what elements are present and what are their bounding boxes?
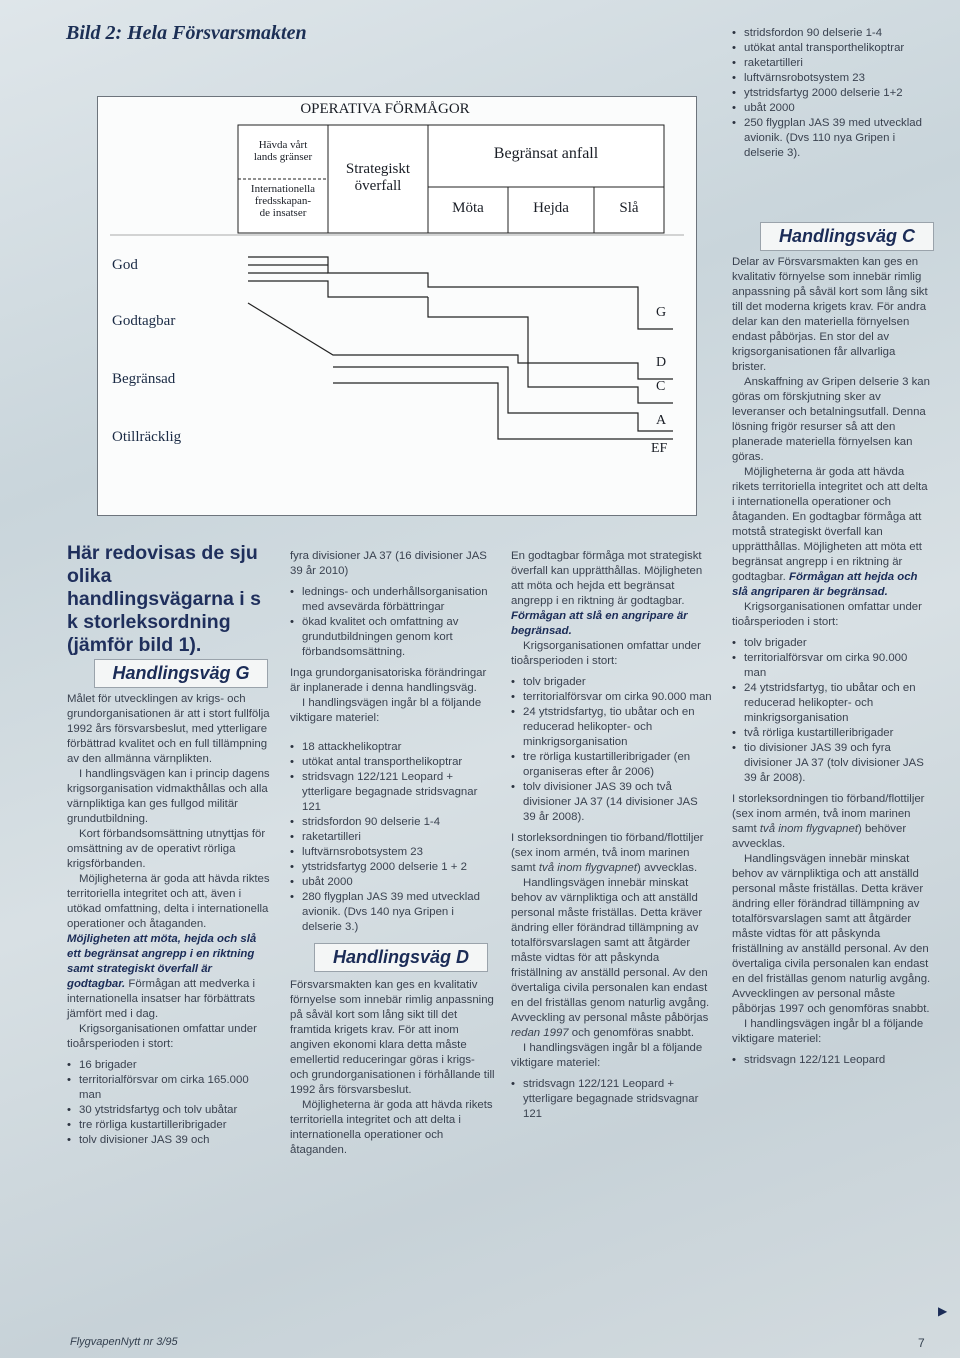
list-item: • ubåt 2000 [732,101,932,116]
list-item: • tolv divisioner JAS 39 och två divisioner JA 37 (14 divisioner JAS 39 år 2008). [511,780,713,825]
col2-list1 [290,585,495,660]
col4-list0 [732,26,932,161]
list-item: • 30 ytstridsfartyg och tolv ubåtar [67,1103,272,1118]
col1-p4c: Förmågan att medverka i internationella insatser har förbättrats jämfört med i dag. [67,978,256,1020]
col4-p6: Handlingsvägen innebär minskat behov av värnpliktiga och att anställd personal måste friställas. Detta kräver ändring eller förändrad tillämpning av totalförsvarslagen samt att åtgärder måste vidtas för att påskynda friställning av anställd personal. Av den övertaliga civila personalen kan endast en del friställas genom naturlig avgång. Avvecklingen av personal måste påbörjas 1997 och genomföras snabbt. [732,853,931,1015]
list-item: • ytstridsfartyg 2000 delserie 1+2 [732,86,932,101]
column-4 [732,255,932,1074]
list-item: • raketartilleri [290,830,495,845]
strat-line-2: överfall [354,178,402,194]
col1-p4a: Möjligheterna är goda att hävda riktes territoriella integritet och att, även i utökad omfattning, delta i internationella operationer och åtaganden. [67,873,270,930]
path-ef: EF [651,441,668,456]
col1-p1: Målet för utvecklingen av krigs- och grundorganisationen är att i stort fullfölja 1992 års försvarsbeslut, med ytterligare förbättrad kvalitet och en full tillämpning av den allmänna värnplikten. [67,693,270,765]
page-number: 7 [918,1336,925,1350]
col3-p1 [511,549,713,639]
col4-p2: Anskaffning av Gripen delserie 3 kan göras om förskjutning sker av leveranser och betalningsutfall. Denna lösning frigör resurser så att den planerade materiella förnyelsen kan göras. [732,376,930,463]
heading-handlingsvag-g: Handlingsväg G [94,659,268,688]
heading-handlingsvag-c: Handlingsväg C [760,222,934,251]
operativa-label: OPERATIVA FÖRMÅGOR [300,101,470,117]
list-item: • två rörliga kustartilleribrigader [732,726,932,741]
col3-p1a: En godtagbar förmåga mot strategiskt överfall kan upprätthållas. Möjligheten att möta och hejda ett begränsat angrepp i en riktning är godtagbar. [511,550,703,607]
int-line-1: Internationella [250,183,316,195]
strategiskt-label [328,161,428,195]
havda-label [238,139,328,163]
list-item: • stridsfordon 90 delserie 1-4 [732,26,932,41]
list-item: • stridsfordon 90 delserie 1-4 [290,815,495,830]
path-d: D [656,355,667,370]
lead-heading: Här redovisas de sju olika handlingsvägarna i s k storleksordning (jämför bild 1). [67,542,261,656]
col4-p5 [732,792,932,852]
level-begransad: Begränsad [112,371,176,387]
list-item: • 18 attackhelikoptrar [290,740,495,755]
column-3 [511,549,713,1128]
col4-p3b: Förmågan att hejda och slå angriparen är begränsad. [732,571,918,598]
capability-chart [97,96,697,516]
int-line-3: de insatser [259,207,307,219]
hejda-label: Hejda [533,200,569,216]
col4-p5b: två inom flygvapnet [759,823,858,835]
list-item: • tolv brigader [511,675,713,690]
list-item: • ubåt 2000 [290,875,495,890]
col3-p3 [511,831,713,876]
list-item: • 250 flygplan JAS 39 med utvecklad avionik. (Dvs 110 nya Gripen i delserie 3). [732,116,932,161]
havda-line-2: lands gränser [253,151,313,163]
strat-line-1: Strategiskt [345,161,411,177]
list-item: • luftvärnsrobotsystem 23 [290,845,495,860]
column-1 [67,692,272,1154]
continue-arrow-icon: ▶ [938,1304,948,1318]
col1-p4b: Möjligheten att möta, hejda och slå ett begränsat angrepp i en riktning samt strategiskt överfall är godtagbar. [67,933,257,990]
footer-publication: FlygvapenNytt nr 3/95 [70,1336,178,1348]
column-2 [290,549,495,1158]
list-item: • tolv divisioner JAS 39 och [67,1133,272,1148]
col2-p3: Försvarsmakten kan ges en kvalitativ förnyelse som innebär rimlig anpassning på såväl kort som lång sikt till det framtida krigets krav. För att inom angiven ekonomi klara detta måste emellertid reduceringar göras i krigs- och grundorganisationen i förhållande till 1992 års försvarsbeslut. [290,979,495,1096]
col4-list2 [732,1053,932,1068]
col1-p5: Krigsorganisationen omfattar under tioårsperioden i stort: [67,1023,257,1050]
col3-p4b: redan 1997 [511,1027,569,1039]
begransat-label: Begränsat anfall [493,145,599,162]
list-item: • stridsvagn 122/121 Leopard + ytterligare begagnade stridsvagnar 121 [511,1077,713,1122]
list-item: • utökat antal transporthelikoptrar [290,755,495,770]
col4-p5c: ) behöver avvecklas. [732,823,907,850]
col1-p2: I handlingsvägen kan i princip dagens krigsorganisation vidmakthållas och alla värnpliktiga kan ges fullgod militär grundutbildning. [67,768,270,825]
col4-list1 [732,636,932,786]
list-item: • tolv brigader [732,636,932,651]
list-item: • ökad kvalitet och omfattning av grundutbildningen genom kort förbandsomsättning. [290,615,495,660]
mota-label: Möta [452,200,484,216]
col4-p5a: I storleksordningen tio förband/flottiljer (sex inom armén, två inom marinen samt [732,793,925,835]
list-item: • 24 ytstridsfartyg, tio ubåtar och en reducerad helikopter- och minkrigsorganisation [511,705,713,750]
list-item: • territorialförsvar om cirka 90.000 man [732,651,932,681]
page-title: Bild 2: Hela Försvarsmakten [66,22,307,44]
list-item: • stridsvagn 122/121 Leopard [732,1053,932,1068]
int-line-2: fredsskapan- [254,195,312,207]
col4-p3 [732,465,932,600]
col3-p5: I handlingsvägen ingår bl a följande viktigare materiel: [511,1042,703,1069]
col1-p3: Kort förbandsomsättning utnyttjas för omsättning av de operativt rörliga krigsförbanden. [67,828,266,870]
col3-p3c: ) avvecklas. [637,862,698,874]
col4-p7: I handlingsvägen ingår bl a följande viktigare materiel: [732,1018,924,1045]
list-item: • 280 flygplan JAS 39 med utvecklad avionik. (Dvs 140 nya Gripen i delserie 3.) [290,890,495,935]
list-item: • lednings- och underhållsorganisation med avsevärda förbättringar [290,585,495,615]
col4-p4: Krigsorganisationen omfattar under tioårsperioden i stort: [732,601,922,628]
list-item: • utökat antal transporthelikoptrar [732,41,932,56]
col2-p2: I handlingsvägen ingår bl a följande viktigare materiel: [290,697,482,724]
list-item: • tre rörliga kustartilleribrigader [67,1118,272,1133]
path-c: C [656,379,666,394]
list-item: • territorialförsvar om cirka 90.000 man [511,690,713,705]
col3-p2: Krigsorganisationen omfattar under tioårsperioden i stort: [511,640,701,667]
list-item: • ytstridsfartyg 2000 delserie 1 + 2 [290,860,495,875]
list-item: • territorialförsvar om cirka 165.000 man [67,1073,272,1103]
heading-handlingsvag-d: Handlingsväg D [314,943,488,972]
col3-list1 [511,675,713,825]
col3-list2 [511,1077,713,1122]
list-item: • 16 brigader [67,1058,272,1073]
list-item: • stridsvagn 122/121 Leopard + ytterligare begagnade stridsvagnar 121 [290,770,495,815]
path-a: A [656,413,667,428]
col1-list [67,1058,272,1148]
col3-p1b: Förmågan att slå en angripare är begränsad. [511,610,688,637]
col3-p4c: och genomföras snabbt. [568,1027,695,1039]
col4-p3a: Möjligheterna är goda att hävda rikets territoriella integritet och att delta i internationella operationer och åtaganden. En godtagbar förmåga att motstå strategiskt överfall kan upprätthållas. Möjligheten att möta ett begränsat angrepp i en riktning är godtagbar. [732,466,928,583]
sla-label: Slå [619,200,639,216]
col3-p4 [511,876,713,1041]
col1-p4 [67,872,272,1022]
col3-p3b: två inom flygvapnet [538,862,637,874]
col2-cont: fyra divisioner JA 37 (16 divisioner JAS 39 år 2010) [290,550,487,577]
list-item: • tio divisioner JAS 39 och fyra divisioner JA 37 (tolv divisioner JAS 39 år 2008). [732,741,932,786]
col3-p4a: Handlingsvägen innebär minskat behov av värnpliktiga och att anställd personal måste friställas. Detta kräver ändring eller förändrad tillämpning av totalförsvarslagen samt att åtgärder måste vidtas för att påskynda friställning av anställd personal. Av den övertaliga civila personalen kan endast en del friställas genom naturlig avgång. Avveckling av personal måste påbörjas [511,877,710,1024]
havda-line-1: Hävda vårt [258,139,308,151]
col2-p1: Inga grundorganisatoriska förändringar är inplanerade i denna handlingsväg. [290,667,487,694]
col3-p3a: I storleksordningen tio förband/flottiljer (sex inom armén, två inom marinen samt [511,832,704,874]
level-god: God [112,257,138,273]
col2-p4: Möjligheterna är goda att hävda rikets territoriella integritet och att delta i internationella operationer och åtaganden. [290,1099,493,1156]
list-item: • luftvärnsrobotsystem 23 [732,71,932,86]
level-otillracklig: Otillräcklig [112,429,182,445]
list-item: • 24 ytstridsfartyg, tio ubåtar och en reducerad helikopter- och minkrigsorganisation [732,681,932,726]
col4-p1: Delar av Försvarsmakten kan ges en kvalitativ förnyelse som innebär rimlig anpassning på såväl kort som lång sikt till det moderna krigets krav. För andra delar kan den materiella förnyelsen endast påbörjas. En stor del av krigsorganisationen får allvarliga brister. [732,256,928,373]
level-godtagbar: Godtagbar [112,313,176,329]
list-item: • raketartilleri [732,56,932,71]
column-4-top [732,26,932,167]
col2-list2 [290,740,495,935]
list-item: • tre rörliga kustartilleribrigader (en organiseras efter år 2006) [511,750,713,780]
internationella-label [238,183,328,219]
path-g: G [656,305,667,320]
